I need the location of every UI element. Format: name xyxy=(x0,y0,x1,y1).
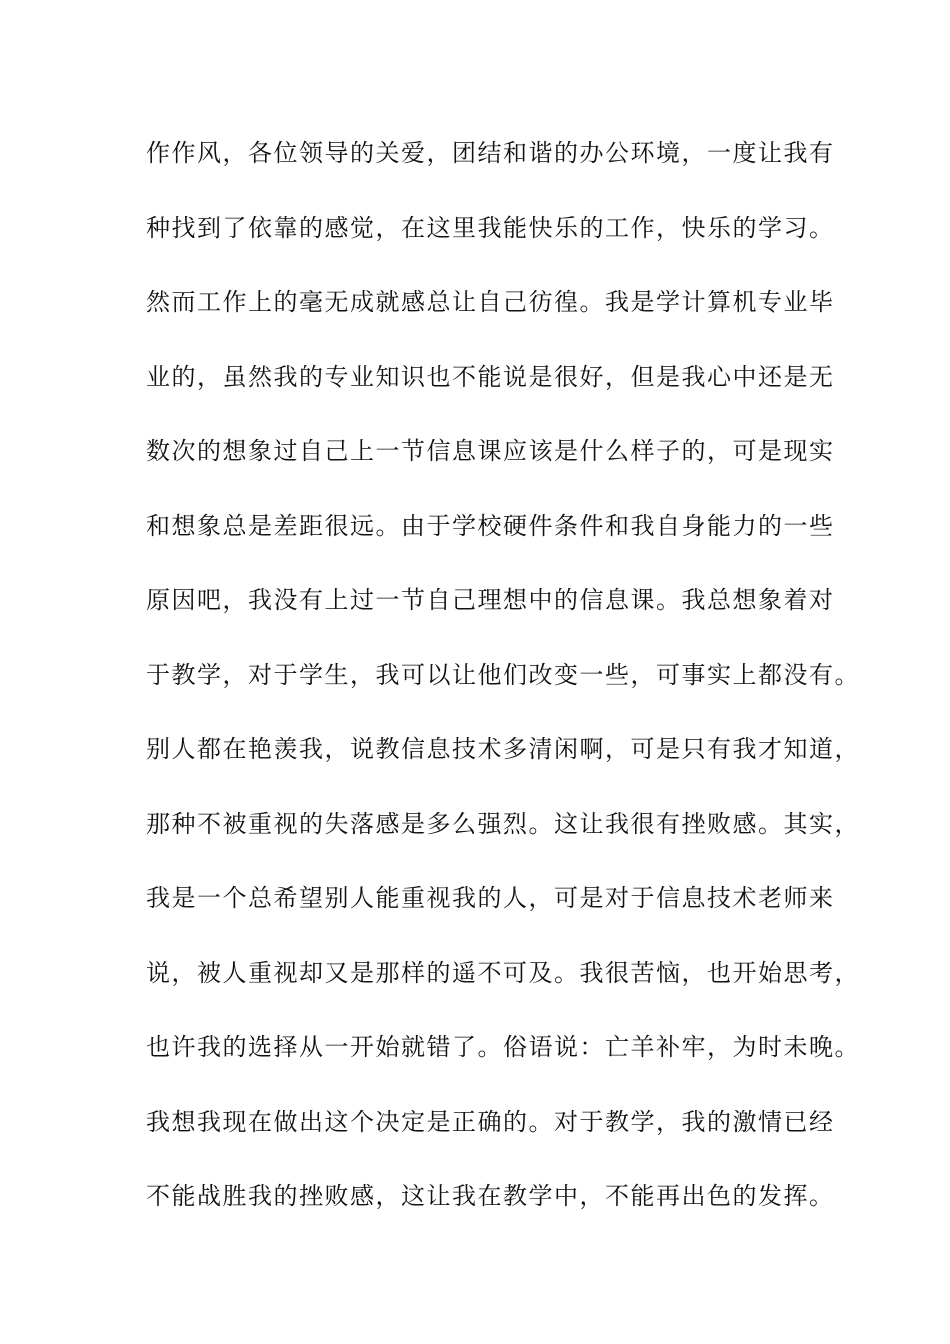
text-line: 和想象总是差距很远。由于学校硬件条件和我自身能力的一些 xyxy=(146,511,835,540)
text-line: 那种不被重视的失落感是多么强烈。这让我很有挫败感。其实， xyxy=(146,809,860,838)
text-line: 我想我现在做出这个决定是正确的。对于教学，我的激情已经 xyxy=(146,1107,835,1136)
text-line: 业的，虽然我的专业知识也不能说是很好，但是我心中还是无 xyxy=(146,362,835,391)
text-line: 原因吧，我没有上过一节自己理想中的信息课。我总想象着对 xyxy=(146,586,835,614)
text-line: 然而工作上的毫无成就感总让自己彷徨。我是学计算机专业毕 xyxy=(146,288,835,316)
text-line: 不能战胜我的挫败感，这让我在教学中，不能再出色的发挥。 xyxy=(146,1182,835,1210)
text-line: 说，被人重视却又是那样的遥不可及。我很苦恼，也开始思考， xyxy=(146,958,860,987)
text-line: 也许我的选择从一开始就错了。俗语说：亡羊补牢，为时未晚。 xyxy=(146,1033,860,1061)
text-line: 种找到了依靠的感觉，在这里我能快乐的工作，快乐的学习。 xyxy=(146,213,835,242)
text-line: 我是一个总希望别人能重视我的人，可是对于信息技术老师来 xyxy=(146,884,835,912)
text-line: 别人都在艳羡我，说教信息技术多清闲啊，可是只有我才知道， xyxy=(146,735,860,763)
text-line: 数次的想象过自己上一节信息课应该是什么样子的，可是现实 xyxy=(146,437,835,465)
body-text xyxy=(146,132,860,1250)
text-line: 作作风，各位领导的关爱，团结和谐的办公环境，一度让我有 xyxy=(146,139,835,167)
text-line: 于教学，对于学生，我可以让他们改变一些，可事实上都没有。 xyxy=(146,660,860,689)
